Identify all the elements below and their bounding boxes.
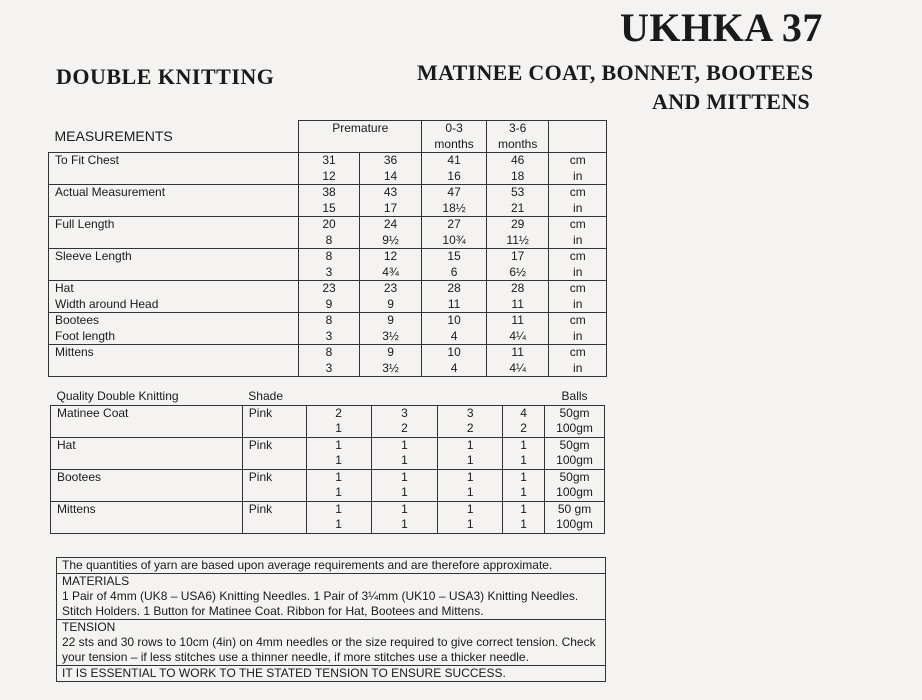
header-spacer (503, 389, 545, 405)
measurement-label: Mittens (49, 345, 299, 361)
yarn-shade-cell: Pink (242, 405, 306, 421)
size-value-cell: 3½ (359, 329, 422, 345)
ball-count-cell: 3 (371, 405, 438, 421)
size-value-cell: 10 (422, 313, 487, 329)
measurement-row (49, 217, 607, 233)
size-value-cell: 12 (359, 249, 422, 265)
ball-count-cell: 1 (438, 501, 503, 517)
pattern-title-line1: MATINEE COAT, BONNET, BOOTEES (417, 60, 814, 85)
measurement-label (49, 201, 299, 217)
size-value-cell: 8 (299, 249, 360, 265)
yarn-shade-cell (242, 485, 306, 501)
size-premature-header: Premature (299, 121, 422, 153)
measurement-row (49, 297, 607, 313)
materials-line-2: Stitch Holders. 1 Button for Matinee Coat. Ribbon for Hat, Bootees and Mittens. (62, 604, 484, 618)
measurement-label: Width around Head (49, 297, 299, 313)
size-value-cell: 18½ (422, 201, 487, 217)
size-value-cell: 4¾ (359, 265, 422, 281)
size-3-6-months-label: months (486, 137, 549, 153)
pattern-title-line2: AND MITTENS (652, 89, 810, 114)
measurement-row (49, 169, 607, 185)
ball-count-cell: 1 (438, 453, 503, 469)
balls-header: Balls (561, 389, 588, 404)
size-value-cell: 38 (299, 185, 360, 201)
ball-count-cell: 1 (306, 469, 371, 485)
size-value-cell: 4 (422, 361, 487, 377)
yarn-shade-cell: Pink (242, 469, 306, 485)
yarn-shade-cell: Pink (242, 437, 306, 453)
measurements-heading: MEASUREMENTS (54, 127, 173, 144)
measurement-row (49, 361, 607, 377)
size-value-cell: 17 (486, 249, 549, 265)
ball-count-cell: 2 (503, 421, 545, 437)
unit-cell: cm (549, 185, 607, 201)
size-value-cell: 36 (359, 153, 422, 169)
yarn-row (51, 453, 605, 469)
ball-weight-cell: 50gm (545, 469, 605, 485)
size-value-cell: 15 (422, 249, 487, 265)
size-value-cell: 16 (422, 169, 487, 185)
unit-cell: cm (549, 281, 607, 297)
size-value-cell: 21 (486, 201, 549, 217)
yarn-row (51, 405, 605, 421)
size-value-cell: 15 (299, 201, 360, 217)
yarn-requirements-table (50, 389, 605, 534)
size-value-cell: 8 (299, 313, 360, 329)
measurement-row (49, 313, 607, 329)
yarn-header-row (51, 389, 605, 405)
ball-count-cell: 1 (306, 501, 371, 517)
ball-count-cell: 1 (503, 517, 545, 533)
size-value-cell: 6½ (486, 265, 549, 281)
yarn-item-label: Matinee Coat (51, 405, 243, 421)
unit-cell: cm (549, 313, 607, 329)
ball-count-cell: 1 (438, 469, 503, 485)
size-0-3-header: 0-3 (422, 121, 487, 137)
header-spacer (306, 389, 371, 405)
size-value-cell: 3½ (359, 361, 422, 377)
measurement-label (49, 265, 299, 281)
ball-count-cell: 1 (306, 485, 371, 501)
size-value-cell: 20 (299, 217, 360, 233)
size-value-cell: 14 (359, 169, 422, 185)
ball-count-cell: 1 (503, 501, 545, 517)
size-0-3-months-label: months (422, 137, 487, 153)
size-value-cell: 11 (486, 345, 549, 361)
ball-weight-cell: 100gm (545, 453, 605, 469)
essential-note: IT IS ESSENTIAL TO WORK TO THE STATED TENSION TO ENSURE SUCCESS. (57, 665, 605, 681)
ball-weight-cell: 100gm (545, 421, 605, 437)
ball-count-cell: 1 (306, 517, 371, 533)
ball-count-cell: 1 (438, 437, 503, 453)
yarn-row (51, 469, 605, 485)
size-value-cell: 9 (359, 345, 422, 361)
measurement-label: Hat (49, 281, 299, 297)
size-value-cell: 31 (299, 153, 360, 169)
measurement-label (49, 169, 299, 185)
size-value-cell: 29 (486, 217, 549, 233)
measurement-row (49, 185, 607, 201)
ball-weight-cell: 100gm (545, 517, 605, 533)
size-value-cell: 41 (422, 153, 487, 169)
measurement-label: Foot length (49, 329, 299, 345)
size-value-cell: 11½ (486, 233, 549, 249)
ball-count-cell: 4 (503, 405, 545, 421)
ball-count-cell: 1 (503, 437, 545, 453)
yarn-item-label (51, 485, 243, 501)
size-value-cell: 8 (299, 233, 360, 249)
size-value-cell: 27 (422, 217, 487, 233)
size-value-cell: 10¾ (422, 233, 487, 249)
yarn-shade-cell (242, 421, 306, 437)
tension-line-2: your tension – if less stitches use a thinner needle, if more stitches use a thicker needle. (62, 650, 529, 664)
unit-cell: in (549, 361, 607, 377)
size-value-cell: 4¼ (486, 361, 549, 377)
yarn-row (51, 501, 605, 517)
unit-cell: in (549, 169, 607, 185)
size-value-cell: 23 (299, 281, 360, 297)
yarn-row (51, 421, 605, 437)
ball-weight-cell: 50gm (545, 405, 605, 421)
yarn-item-label (51, 421, 243, 437)
measurement-row (49, 233, 607, 249)
measurement-label (49, 361, 299, 377)
measurement-row (49, 153, 607, 169)
yarn-row (51, 485, 605, 501)
ball-count-cell: 1 (371, 469, 438, 485)
size-value-cell: 9 (359, 297, 422, 313)
unit-cell: in (549, 329, 607, 345)
ball-count-cell: 1 (371, 437, 438, 453)
ball-count-cell: 1 (306, 453, 371, 469)
ball-weight-cell: 100gm (545, 485, 605, 501)
size-value-cell: 53 (486, 185, 549, 201)
unit-cell: cm (549, 217, 607, 233)
ball-count-cell: 1 (371, 501, 438, 517)
measurement-label: Sleeve Length (49, 249, 299, 265)
size-value-cell: 11 (486, 313, 549, 329)
measurement-label: Full Length (49, 217, 299, 233)
ball-weight-cell: 50gm (545, 437, 605, 453)
yarn-item-label: Hat (51, 437, 243, 453)
size-value-cell: 46 (486, 153, 549, 169)
size-value-cell: 3 (299, 329, 360, 345)
header-spacer (371, 389, 438, 405)
yarn-item-label: Mittens (51, 501, 243, 517)
size-value-cell: 18 (486, 169, 549, 185)
ball-count-cell: 1 (306, 421, 371, 437)
materials-heading: MATERIALS (57, 573, 605, 589)
ball-count-cell: 2 (371, 421, 438, 437)
measurement-row (49, 345, 607, 361)
size-value-cell: 12 (299, 169, 360, 185)
shade-header: Shade (248, 389, 283, 404)
unit-cell: cm (549, 345, 607, 361)
unit-cell: in (549, 233, 607, 249)
measurement-row (49, 329, 607, 345)
size-value-cell: 28 (486, 281, 549, 297)
unit-cell: in (549, 297, 607, 313)
ball-count-cell: 3 (438, 405, 503, 421)
unit-cell: in (549, 265, 607, 281)
size-header-row (49, 121, 607, 137)
ball-count-cell: 1 (371, 453, 438, 469)
yarn-row (51, 517, 605, 533)
measurement-label (49, 233, 299, 249)
notes-box (56, 557, 606, 682)
pattern-code: UKHKA 37 (620, 5, 823, 50)
size-value-cell: 43 (359, 185, 422, 201)
size-value-cell: 4¼ (486, 329, 549, 345)
yarn-shade-cell (242, 517, 306, 533)
size-value-cell: 3 (299, 361, 360, 377)
ball-count-cell: 1 (438, 485, 503, 501)
yarn-row (51, 437, 605, 453)
measurement-row (49, 265, 607, 281)
unit-cell: cm (549, 249, 607, 265)
unit-cell: cm (549, 153, 607, 169)
size-value-cell: 11 (422, 297, 487, 313)
ball-count-cell: 1 (371, 517, 438, 533)
measurement-label: Bootees (49, 313, 299, 329)
size-value-cell: 24 (359, 217, 422, 233)
ball-count-cell: 2 (306, 405, 371, 421)
ball-count-cell: 2 (438, 421, 503, 437)
size-value-cell: 10 (422, 345, 487, 361)
size-value-cell: 9 (359, 313, 422, 329)
size-value-cell: 23 (359, 281, 422, 297)
measurement-row (49, 201, 607, 217)
yarn-shade-cell (242, 453, 306, 469)
size-value-cell: 11 (486, 297, 549, 313)
tension-heading: TENSION (57, 619, 605, 635)
yarn-item-label (51, 517, 243, 533)
ball-count-cell: 1 (438, 517, 503, 533)
quality-label: Quality Double Knitting (56, 389, 179, 404)
header-spacer (438, 389, 503, 405)
ball-count-cell: 1 (371, 485, 438, 501)
unit-cell: in (549, 201, 607, 217)
measurements-table (48, 120, 607, 377)
size-3-6-header: 3-6 (486, 121, 549, 137)
measurement-label: To Fit Chest (49, 153, 299, 169)
size-value-cell: 9½ (359, 233, 422, 249)
unit-header (549, 121, 607, 153)
tension-line-1: 22 sts and 30 rows to 10cm (4in) on 4mm needles or the size required to give correct tension. Check (62, 635, 596, 649)
size-value-cell: 4 (422, 329, 487, 345)
quantities-note: The quantities of yarn are based upon average requirements and are therefore approximate. (62, 558, 553, 572)
yarn-item-label (51, 453, 243, 469)
ball-count-cell: 1 (503, 485, 545, 501)
yarn-shade-cell: Pink (242, 501, 306, 517)
size-value-cell: 47 (422, 185, 487, 201)
ball-weight-cell: 50 gm (545, 501, 605, 517)
yarn-item-label: Bootees (51, 469, 243, 485)
ball-count-cell: 1 (503, 469, 545, 485)
materials-line-1: 1 Pair of 4mm (UK8 – USA6) Knitting Needles. 1 Pair of 3¼mm (UK10 – USA3) Knitting Needles. (62, 589, 579, 603)
yarn-weight-heading: DOUBLE KNITTING (56, 64, 275, 89)
ball-count-cell: 1 (503, 453, 545, 469)
measurement-row (49, 281, 607, 297)
size-value-cell: 6 (422, 265, 487, 281)
size-value-cell: 3 (299, 265, 360, 281)
measurement-label: Actual Measurement (49, 185, 299, 201)
measurement-row (49, 249, 607, 265)
size-value-cell: 9 (299, 297, 360, 313)
size-value-cell: 17 (359, 201, 422, 217)
size-value-cell: 8 (299, 345, 360, 361)
ball-count-cell: 1 (306, 437, 371, 453)
size-value-cell: 28 (422, 281, 487, 297)
